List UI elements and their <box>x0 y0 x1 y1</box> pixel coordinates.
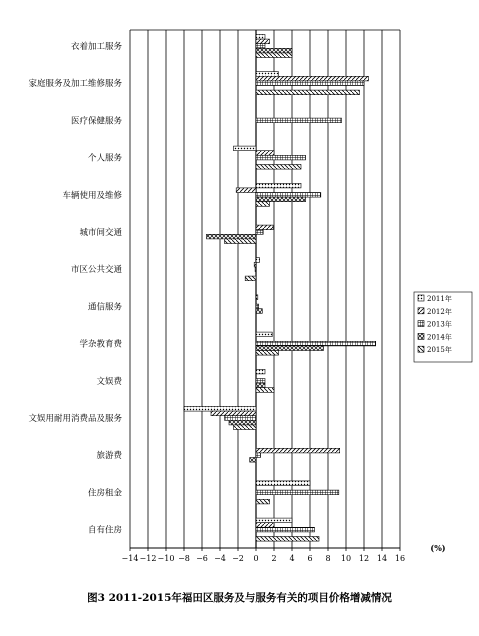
bar-2013年 <box>256 490 339 495</box>
x-tick-label: 0 <box>253 554 259 563</box>
legend-label: 2012年 <box>427 307 452 316</box>
x-tick-label: 16 <box>394 554 406 563</box>
bar-2015年 <box>256 351 279 356</box>
category-label: 自有住房 <box>87 525 122 536</box>
bar-2013年 <box>256 304 259 309</box>
bar-2012年 <box>256 39 270 44</box>
legend-swatch <box>418 346 424 352</box>
legend-swatch <box>418 333 424 339</box>
x-axis-label: (%) <box>430 543 446 553</box>
figure-caption: 图3 2011-2015年福田区服务及与服务有关的项目价格增减情况 <box>87 592 392 604</box>
category-label: 旅游费 <box>96 451 122 462</box>
category-label: 医疗保健服务 <box>70 116 122 127</box>
legend-label: 2014年 <box>427 333 452 342</box>
bar-2013年 <box>256 44 265 49</box>
category-label: 衣着加工服务 <box>70 42 122 52</box>
category-label: 文娱用耐用消费品及服务 <box>28 414 122 424</box>
legend-label: 2011年 <box>427 295 452 303</box>
bar-2014年 <box>256 383 265 388</box>
bar-2013年 <box>256 118 342 123</box>
bar-2011年 <box>234 146 257 151</box>
bar-2011年 <box>256 332 272 337</box>
x-tick-label: 6 <box>307 554 313 563</box>
x-tick-label: 2 <box>271 554 277 563</box>
x-tick-label: −4 <box>214 554 226 563</box>
legend-swatch <box>418 321 424 327</box>
bars-layer <box>184 35 376 542</box>
bar-2013年 <box>256 81 364 86</box>
bar-2015年 <box>256 537 319 542</box>
bar-2011年 <box>256 295 258 300</box>
bar-2015年 <box>256 53 292 58</box>
x-tick-label: 8 <box>325 554 331 563</box>
axis-layer <box>28 41 445 563</box>
bar-2015年 <box>225 239 257 244</box>
category-label: 个人服务 <box>87 153 122 164</box>
bar-2011年 <box>256 258 260 263</box>
bar-2013年 <box>256 230 263 235</box>
bar-2015年 <box>256 202 270 207</box>
bar-2014年 <box>207 234 257 239</box>
bar-2014年 <box>256 197 306 202</box>
bar-2012年 <box>211 411 256 416</box>
bar-2013年 <box>256 379 265 384</box>
legend-label: 2015年 <box>427 346 452 355</box>
bar-2013年 <box>256 155 306 160</box>
legend <box>414 292 472 362</box>
category-label: 住房租金 <box>87 488 122 499</box>
bar-2011年 <box>256 518 292 523</box>
x-tick-label: 10 <box>340 554 352 563</box>
category-label: 家庭服务及加工维修服务 <box>28 79 122 90</box>
bar-2011年 <box>256 35 265 40</box>
bar-2013年 <box>256 527 315 532</box>
x-tick-label: −14 <box>121 554 139 563</box>
bar-2015年 <box>256 499 270 504</box>
bar-2012年 <box>254 262 256 267</box>
bar-2012年 <box>256 448 340 453</box>
bar-2012年 <box>256 76 369 81</box>
bar-2015年 <box>256 90 360 95</box>
category-label: 车辆使用及维修 <box>62 190 122 201</box>
bar-2013年 <box>255 267 256 272</box>
bar-2011年 <box>256 183 301 188</box>
bar-2012年 <box>256 151 274 156</box>
bar-2011年 <box>256 369 265 374</box>
bar-2011年 <box>184 407 256 412</box>
x-tick-label: 14 <box>376 554 388 563</box>
category-label: 市区公共交通 <box>70 265 122 276</box>
bar-2012年 <box>256 225 273 230</box>
bar-2015年 <box>245 276 256 281</box>
category-label: 城市间交通 <box>79 228 122 238</box>
legend-swatch <box>418 308 424 314</box>
bar-2013年 <box>225 416 257 421</box>
category-label: 通信服务 <box>87 302 122 313</box>
legend-swatch <box>418 295 424 301</box>
bar-2014年 <box>256 48 292 53</box>
bar-2013年 <box>256 341 376 346</box>
x-tick-label: −8 <box>178 554 190 563</box>
bar-2012年 <box>256 523 274 528</box>
bar-2015年 <box>234 425 257 430</box>
bar-2014年 <box>256 309 262 314</box>
bar-2011年 <box>256 481 310 486</box>
x-tick-label: 4 <box>289 554 295 563</box>
x-tick-label: −6 <box>196 554 208 563</box>
bar-2012年 <box>236 188 256 193</box>
category-label: 学杂教育费 <box>79 339 122 350</box>
bar-2015年 <box>256 165 301 170</box>
bar-2011年 <box>256 72 279 77</box>
bar-2014年 <box>250 458 256 463</box>
bar-2013年 <box>256 453 261 458</box>
legend-label: 2013年 <box>427 320 452 329</box>
bar-2014年 <box>229 420 256 425</box>
bar-2014年 <box>256 346 324 351</box>
grid-lines <box>130 30 400 548</box>
category-label: 文娱费 <box>96 376 122 387</box>
x-tick-label: −2 <box>232 554 244 563</box>
x-tick-label: 12 <box>358 554 370 563</box>
x-tick-label: −10 <box>157 554 175 563</box>
bar-2015年 <box>256 388 274 393</box>
x-tick-label: −12 <box>139 554 157 563</box>
bar-2013年 <box>256 193 321 198</box>
